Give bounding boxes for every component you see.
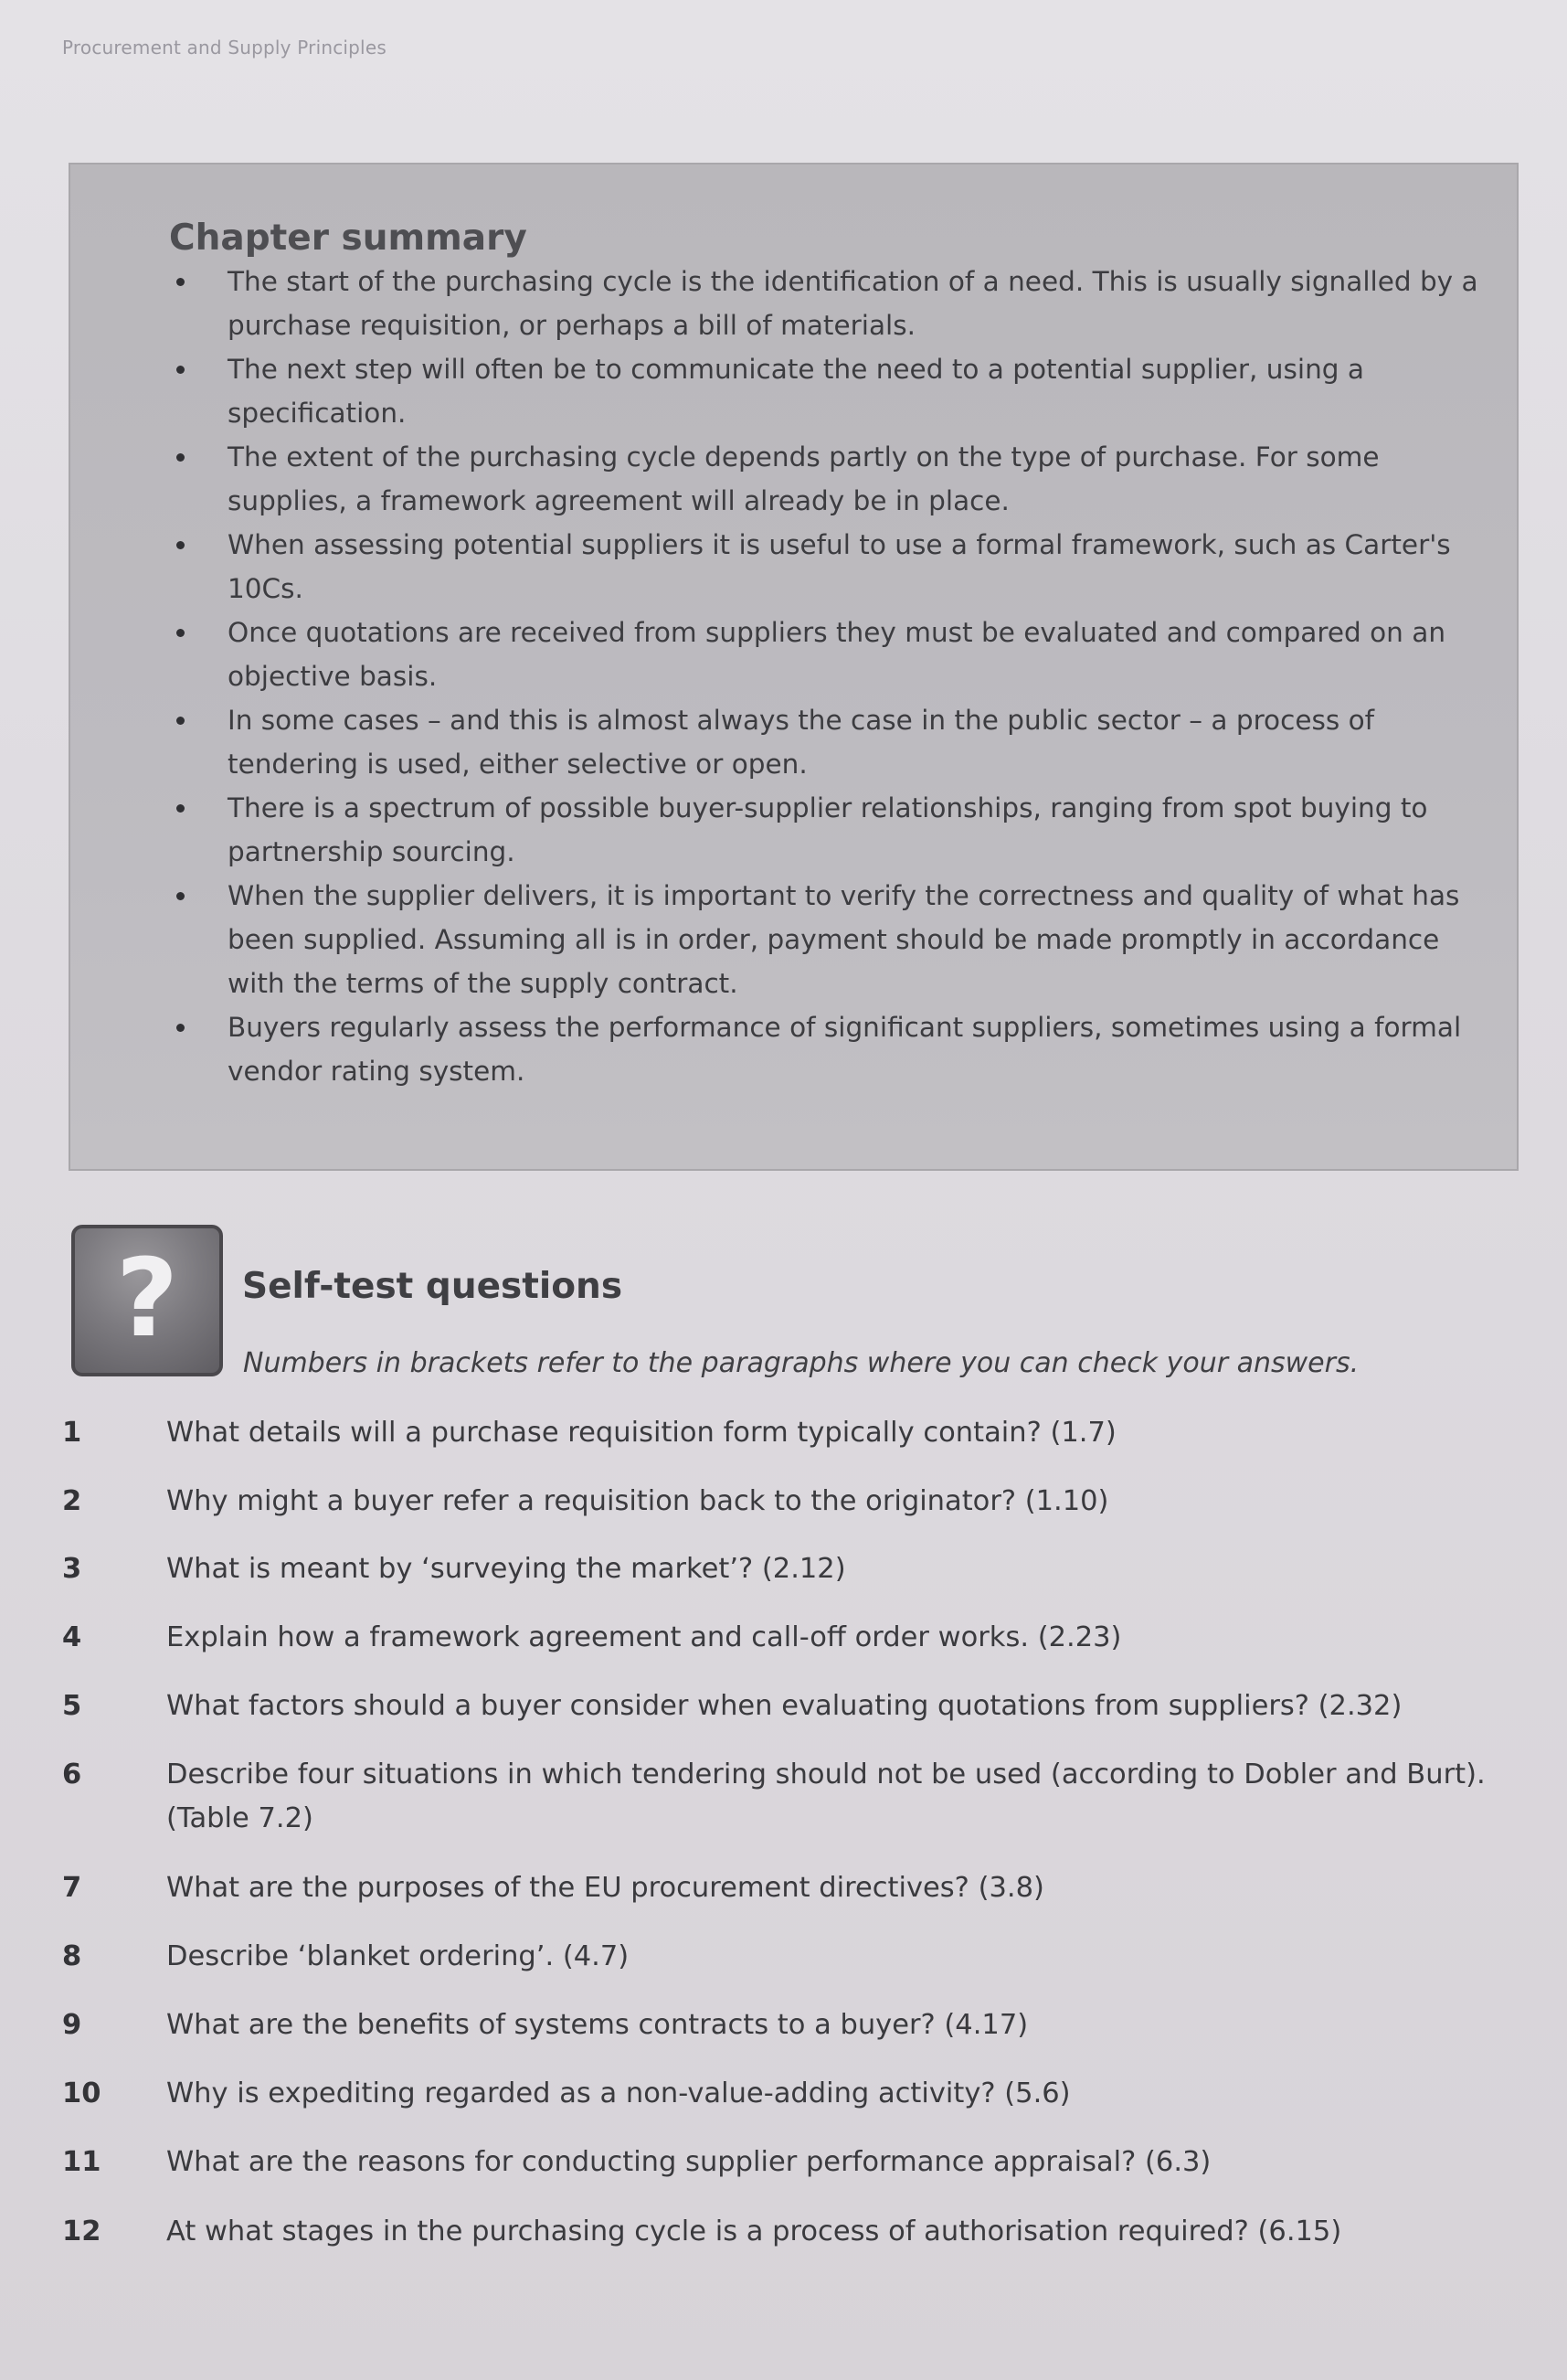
summary-bullet: When the supplier delivers, it is important to verify the correctness and quality of what has been supplied. Assuming all is in order, payment should be made promptly in accordance with the terms of the supply contract. bbox=[169, 874, 1489, 1005]
question-text: Why is expediting regarded as a non-value-adding activity? (5.6) bbox=[166, 2077, 1071, 2109]
question-text: What is meant by ‘surveying the market’? (2.12) bbox=[166, 1553, 846, 1585]
question-text: Why might a buyer refer a requisition back to the originator? (1.10) bbox=[166, 1485, 1109, 1517]
question-text: What details will a purchase requisition form typically contain? (1.7) bbox=[166, 1417, 1117, 1449]
question-text: What are the purposes of the EU procurement directives? (3.8) bbox=[166, 1872, 1044, 1904]
question-item bbox=[62, 1753, 1506, 1841]
question-item bbox=[62, 2003, 1506, 2047]
question-text: Describe ‘blanket ordering’. (4.7) bbox=[166, 1940, 630, 1972]
question-item bbox=[62, 1411, 1506, 1455]
summary-bullet: When assessing potential suppliers it is useful to use a formal framework, such as Carter's 10Cs. bbox=[169, 523, 1489, 611]
question-text: At what stages in the purchasing cycle is a process of authorisation required? (6.15) bbox=[166, 2215, 1342, 2247]
question-item bbox=[62, 1480, 1506, 1524]
chapter-summary-title: Chapter summary bbox=[169, 218, 527, 259]
question-text: What are the benefits of systems contracts to a buyer? (4.17) bbox=[166, 2009, 1029, 2041]
question-number: 8 bbox=[62, 1940, 82, 1972]
question-item bbox=[62, 1935, 1506, 1979]
question-item bbox=[62, 1547, 1506, 1591]
question-text: What factors should a buyer consider when evaluating quotations from suppliers? (2.32) bbox=[166, 1690, 1403, 1722]
question-item bbox=[62, 2072, 1506, 2116]
question-mark-glyph: ? bbox=[115, 1235, 179, 1361]
running-head: Procurement and Supply Principles bbox=[62, 37, 386, 58]
question-text: Explain how a framework agreement and call-off order works. (2.23) bbox=[166, 1621, 1122, 1653]
summary-bullet: The next step will often be to communicate the need to a potential supplier, using a specification. bbox=[169, 347, 1489, 435]
question-number: 11 bbox=[62, 2146, 101, 2178]
summary-bullet: Buyers regularly assess the performance of significant suppliers, sometimes using a formal vendor rating system. bbox=[169, 1005, 1489, 1093]
question-number: 10 bbox=[62, 2077, 101, 2109]
question-item bbox=[62, 2210, 1506, 2254]
self-test-title: Self-test questions bbox=[242, 1266, 623, 1307]
summary-bullet: The extent of the purchasing cycle depends partly on the type of purchase. For some supplies, a framework agreement will already be in place. bbox=[169, 435, 1489, 523]
chapter-summary-list bbox=[169, 260, 1489, 1093]
question-number: 6 bbox=[62, 1758, 82, 1790]
question-number: 1 bbox=[62, 1417, 82, 1449]
question-item bbox=[62, 1684, 1506, 1728]
summary-bullet: There is a spectrum of possible buyer-supplier relationships, ranging from spot buying to partnership sourcing. bbox=[169, 786, 1489, 874]
summary-bullet: In some cases – and this is almost always the case in the public sector – a process of tendering is used, either selective or open. bbox=[169, 698, 1489, 786]
question-text: What are the reasons for conducting supplier performance appraisal? (6.3) bbox=[166, 2146, 1212, 2178]
question-text: Describe four situations in which tendering should not be used (according to Dobler and Burt). (Table 7.2) bbox=[166, 1758, 1486, 1834]
question-number: 2 bbox=[62, 1485, 82, 1517]
question-number: 7 bbox=[62, 1872, 82, 1904]
self-test-note: Numbers in brackets refer to the paragraphs where you can check your answers. bbox=[243, 1347, 1360, 1379]
question-item bbox=[62, 2141, 1506, 2184]
summary-bullet: The start of the purchasing cycle is the identification of a need. This is usually signalled by a purchase requisition, or perhaps a bill of materials. bbox=[169, 260, 1489, 347]
question-item bbox=[62, 1616, 1506, 1660]
question-number: 4 bbox=[62, 1621, 82, 1653]
question-number: 9 bbox=[62, 2009, 82, 2041]
chapter-summary-box bbox=[69, 163, 1519, 1171]
question-item bbox=[62, 1866, 1506, 1910]
question-mark-icon bbox=[71, 1225, 223, 1376]
summary-bullet: Once quotations are received from suppliers they must be evaluated and compared on an objective basis. bbox=[169, 611, 1489, 698]
question-number: 5 bbox=[62, 1690, 82, 1722]
question-number: 3 bbox=[62, 1553, 82, 1585]
question-number: 12 bbox=[62, 2215, 101, 2247]
